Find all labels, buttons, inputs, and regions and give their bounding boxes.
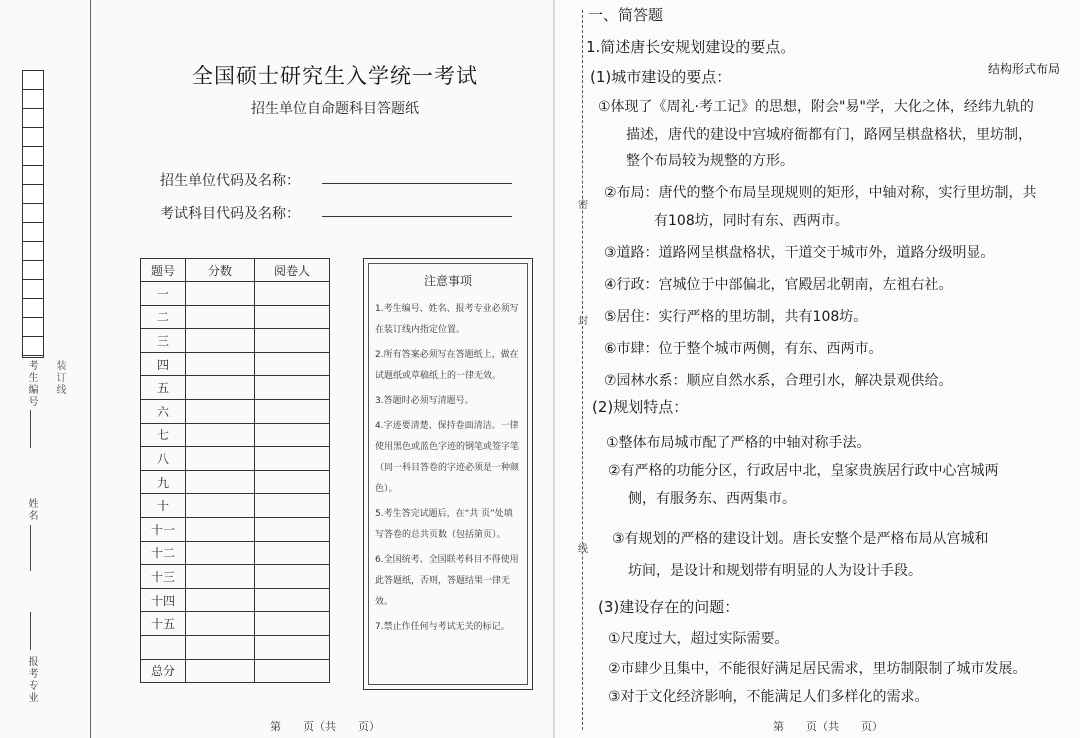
notice-item: 7.禁止作任何与考试无关的标记。: [375, 622, 510, 632]
question-no: 二: [141, 305, 186, 329]
subject-field-line[interactable]: [322, 216, 512, 217]
question-no: 十四: [141, 588, 186, 612]
notice-item: 1.考生编号、姓名、报考专业必须写在装订线内指定位置。: [375, 304, 519, 335]
name-line: [30, 525, 31, 571]
question-no: 一: [141, 282, 186, 306]
hw-line: ②有严格的功能分区，行政居中北，皇家贵族居行政中心宫城两: [608, 463, 999, 479]
hw-line: ①尺度过大，超过实际需要。: [608, 631, 789, 647]
hw-line: ②市肆少且集中，不能很好满足居民需求，里坊制限制了城市发展。: [608, 661, 1027, 677]
sheet-title: 全国硕士研究生入学统一考试: [192, 64, 478, 88]
question-no: 十一: [141, 517, 186, 541]
total-label: 总分: [141, 659, 186, 683]
notice-item: 4.字迹要清楚、保持卷面清洁。一律使用黑色或蓝色字迹的钢笔或签字笔（同一科目答卷的字迹必须是一种颜色）。: [375, 421, 520, 494]
hw-line: ③有规划的严格的建设计划。唐长安整个是严格布局从宫城和: [612, 531, 989, 547]
institution-field-label: 招生单位代码及名称：: [160, 173, 300, 189]
exam-number-line: [30, 410, 31, 448]
name-label: 姓名: [26, 498, 37, 522]
question-no: 十三: [141, 565, 186, 589]
question-no: 三: [141, 329, 186, 353]
hw-line: 描述，唐代的建设中宫城府衙都有门，路网呈棋盘格状，里坊制，: [626, 127, 1032, 143]
question-no: 五: [141, 376, 186, 400]
margin-mark-cover: 封: [578, 316, 588, 327]
header-question: 题号: [141, 259, 186, 282]
notice-item: 5.考生答完试题后，在“共 页”处填写答卷的总共页数（包括第页）。: [375, 509, 513, 540]
seal-dashed-line: [582, 10, 583, 730]
question-no: 六: [141, 399, 186, 423]
hw-line: 1.简述唐长安规划建设的要点。: [586, 38, 796, 56]
question-no: 四: [141, 352, 186, 376]
notice-item: 3.答题时必须写清题号。: [375, 396, 474, 406]
hw-line: 一、简答题: [588, 6, 664, 24]
hw-line: 整个布局较为规整的方形。: [626, 153, 794, 169]
hw-line: ①体现了《周礼·考工记》的思想，附会"易"学，大化之体，经纬九轨的: [598, 99, 1034, 115]
institution-field-line[interactable]: [322, 183, 512, 184]
margin-mark-seal: 密: [578, 200, 588, 211]
hw-line: ②布局：唐代的整个布局呈现规则的矩形，中轴对称，实行里坊制，共: [604, 185, 1037, 201]
handwritten-annotation: 结构形式布局: [988, 62, 1061, 76]
question-no: 十二: [141, 541, 186, 565]
left-page-footer: 第 页（共 页）: [270, 720, 380, 733]
notice-box: [363, 258, 533, 690]
hw-line: ⑦园林水系：顺应自然水系，合理引水，解决景观供给。: [604, 373, 953, 389]
hw-line: ③对于文化经济影响，不能满足人们多样化的需求。: [608, 689, 929, 705]
question-no: 十五: [141, 612, 186, 636]
sheet-subtitle: 招生单位自命题科目答题纸: [251, 101, 419, 117]
hw-line: (3)建设存在的问题：: [598, 598, 740, 616]
hw-line: 侧，有服务东、西两集市。: [628, 491, 796, 507]
question-no: 八: [141, 447, 186, 471]
header-grader: 阅卷人: [255, 259, 330, 282]
binding-rule: [90, 0, 91, 738]
margin-mark-line: 线: [578, 544, 588, 555]
hw-line: ⑥市肆：位于整个城市两侧，有东、西两市。: [604, 341, 883, 357]
score-table: [140, 258, 330, 683]
hw-line: (2)规划特点：: [592, 398, 689, 416]
question-no: [141, 635, 186, 659]
hw-line: ④行政：宫城位于中部偏北，官殿居北朝南，左祖右社。: [604, 277, 953, 293]
question-no: 九: [141, 470, 186, 494]
major-label: 报考专业: [26, 656, 37, 704]
hw-line: 有108坊，同时有东、西两市。: [654, 213, 849, 229]
binding-line-label: 装订线: [54, 360, 65, 396]
hw-line: ③道路：道路网呈棋盘格状，干道交于城市外，道路分级明显。: [604, 245, 995, 261]
exam-number-boxes: [22, 70, 44, 358]
hw-line: 坊间，是设计和规划带有明显的人为设计手段。: [628, 563, 922, 579]
notice-item: 6.全国统考、全国联考科目不得使用此答题纸，否则，答题结果一律无效。: [375, 555, 519, 607]
subject-field-label: 考试科目代码及名称：: [160, 206, 300, 222]
major-line: [30, 612, 31, 650]
question-no: 十: [141, 494, 186, 518]
hw-line: (1)城市建设的要点：: [590, 68, 732, 86]
hw-line: ⑤居住：实行严格的里坊制，共有108坊。: [604, 309, 868, 325]
exam-number-label: 考生编号: [26, 360, 37, 408]
hw-line: ①整体布局城市配了严格的中轴对称手法。: [606, 435, 871, 451]
question-no: 七: [141, 423, 186, 447]
header-score: 分数: [186, 259, 255, 282]
notice-title: 注意事项: [423, 274, 472, 288]
right-page-footer: 第 页（共 页）: [773, 720, 883, 733]
notice-item: 2.所有答案必须写在答题纸上，做在试题纸或草稿纸上的一律无效。: [375, 350, 519, 381]
